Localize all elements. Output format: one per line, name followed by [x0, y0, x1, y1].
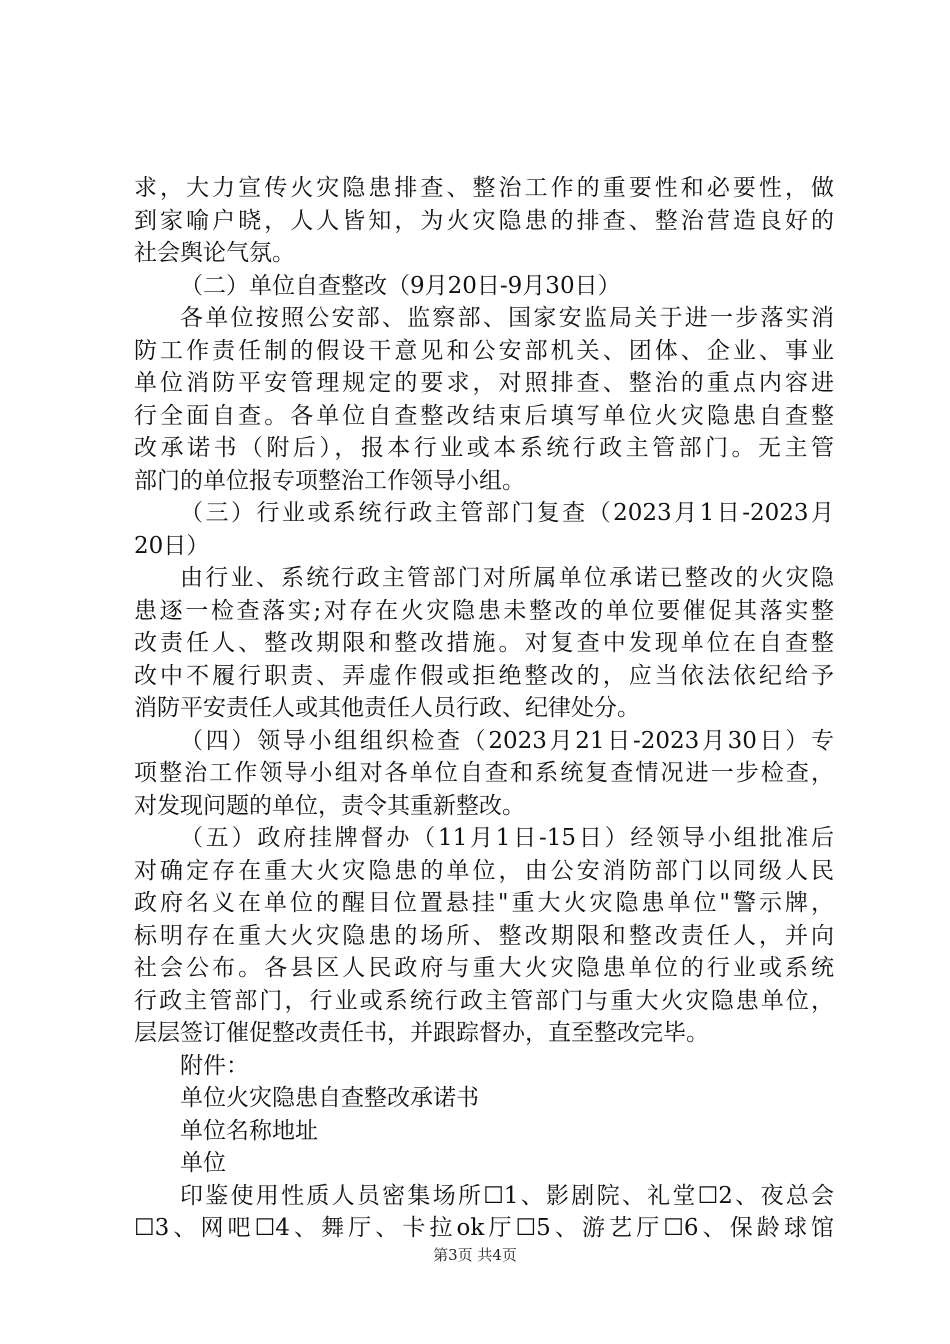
text-line: 对发现问题的单位，责令其重新整改。	[134, 792, 525, 819]
text-line: 项整治工作领导小组对各单位自查和系统复查情况进一步检查，	[134, 760, 834, 786]
text-line: 行政主管部门，行业或系统行政主管部门与重大火灾隐患单位，	[134, 987, 834, 1014]
text-line: 附件：	[180, 1052, 249, 1079]
text-line: 政府名义在单位的醒目位置悬挂"重大火灾隐患单位"警示牌，	[134, 890, 834, 916]
text-line: 部门的单位报专项整治工作领导小组。	[134, 467, 525, 494]
text-line: 单位	[180, 1150, 226, 1176]
text-line: 标明存在重大火灾隐患的场所、整改期限和整改责任人，并向	[134, 922, 834, 949]
text-line: 层层签订催促整改责任书，并跟踪督办，直至整改完毕。	[134, 1020, 709, 1046]
text-line: 单位名称地址	[180, 1117, 318, 1144]
text-line: 单位火灾隐患自查整改承诺书	[180, 1085, 479, 1111]
text-line: 消防平安责任人或其他责任人员行政、纪律处分。	[134, 695, 640, 721]
text-line: 单位消防平安管理规定的要求，对照排查、整治的重点内容进	[134, 370, 834, 396]
text-line: 社会舆论气氛。	[134, 240, 295, 266]
text-line: （四）领导小组组织检查（2023月21日-2023月30日）专	[180, 727, 834, 754]
text-line: 到家喻户晓，人人皆知，为火灾隐患的排查、整治营造良好的	[134, 207, 834, 234]
text-line: 社会公布。各县区人民政府与重大火灾隐患单位的行业或系统	[134, 955, 834, 981]
text-line: 改责任人、整改期限和整改措施。对复查中发现单位在自查整	[134, 630, 834, 656]
text-line: 由行业、系统行政主管部门对所属单位承诺已整改的火灾隐	[180, 565, 834, 591]
text-line: 各单位按照公安部、监察部、国家安监局关于进一步落实消	[180, 305, 834, 331]
text-line: 改承诺书（附后），报本行业或本系统行政主管部门。无主管	[134, 435, 834, 461]
body-text	[134, 172, 834, 1245]
page-footer: 第3页 共4页	[433, 1246, 517, 1264]
text-line: （二）单位自查整改（9月20日-9月30日）	[180, 272, 621, 299]
text-line: 患逐一检查落实;对存在火灾隐患未整改的单位要催促其落实整	[134, 597, 834, 624]
text-line: 对确定存在重大火灾隐患的单位，由公安消防部门以同级人民	[134, 857, 834, 884]
text-line: （五）政府挂牌督办（11月1日-15日）经领导小组批准后	[180, 825, 834, 851]
text-line: 防工作责任制的假设干意见和公安部机关、团体、企业、事业	[134, 337, 834, 364]
text-line: ☐3、网吧☐4、舞厅、卡拉ok厅☐5、游艺厅☐6、保龄球馆	[134, 1215, 834, 1241]
text-line: （三）行业或系统行政主管部门复查（2023月1日-2023月	[180, 500, 834, 526]
text-line: 改中不履行职责、弄虚作假或拒绝整改的，应当依法依纪给予	[134, 662, 834, 689]
text-line: 行全面自查。各单位自查整改结束后填写单位火灾隐患自查整	[134, 402, 834, 429]
text-line: 20日）	[134, 532, 210, 559]
text-line: 求，大力宣传火灾隐患排查、整治工作的重要性和必要性，做	[134, 175, 834, 201]
text-line: 印鉴使用性质人员密集场所☐1、影剧院、礼堂☐2、夜总会	[180, 1182, 834, 1209]
